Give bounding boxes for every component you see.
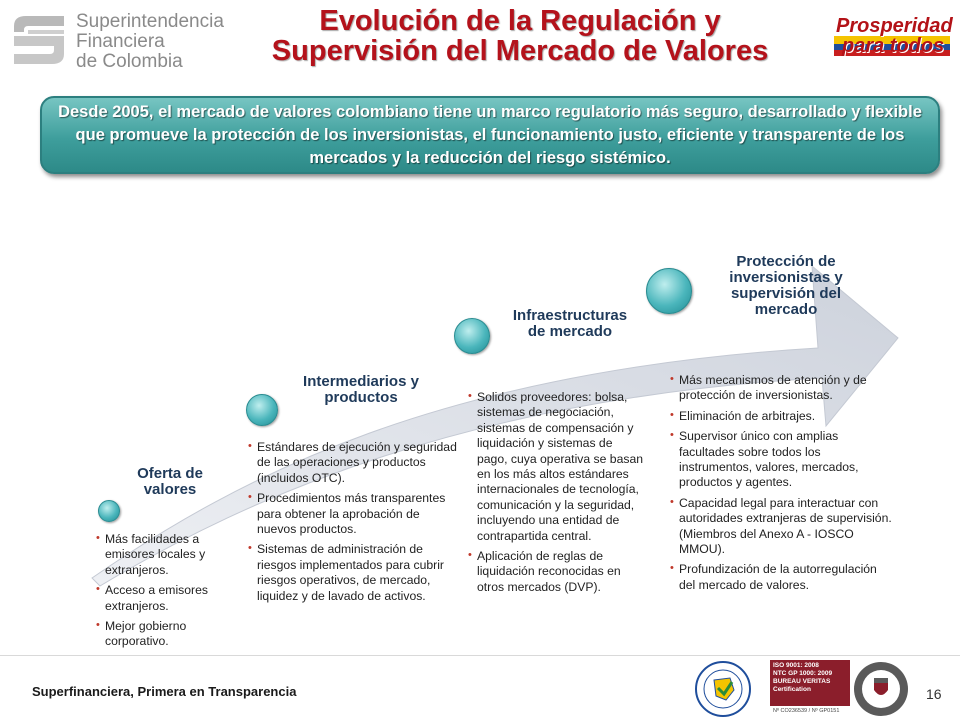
- page-title-line1: Evolución de la Regulación y: [319, 5, 721, 37]
- step-dot-4: [646, 268, 692, 314]
- footer-divider: [0, 655, 960, 656]
- step4-title-line2: inversionistas y: [729, 269, 843, 286]
- list-item: • Acceso a emisores extranjeros.: [96, 583, 236, 614]
- list-item: • Estándares de ejecución y seguridad de las operaciones y productos (incluidos OTC).: [248, 440, 458, 486]
- cert-line1: ISO 9001: 2008: [773, 662, 819, 669]
- org-name-line2: Financiera: [76, 31, 165, 52]
- step-title-oferta: [110, 466, 230, 498]
- step1-bullets: [96, 532, 236, 655]
- page-title: [250, 6, 790, 66]
- list-item: • Sistemas de administración de riesgos implementados para cubrir riesgos operativos, de mercado, liquidez y de lavado de activos.: [248, 542, 458, 604]
- campaign-line2: para todos: [842, 35, 945, 57]
- list-item: • Más mecanismos de atención y de protección de inversionistas.: [670, 373, 896, 404]
- list-item: • Supervisor único con amplias facultades sobre todos los instrumentos, valores, mercados, productos y agentes.: [670, 429, 896, 491]
- prosperidad-logo: [832, 14, 952, 70]
- list-item: • Solidos proveedores: bolsa, sistemas de negociación, sistemas de compensación y liquidación y sistemas de pago, cuya operativa se basan en los más altos estándares internacionales de tecnología, comunicación y la seguridad, incluyendo una entidad de contrapartida central.: [468, 390, 644, 544]
- step4-title-line3: supervisión del: [730, 285, 842, 302]
- list-item: • Mejor gobierno corporativo.: [96, 619, 236, 650]
- cert-line2: NTC GP 1000: 2009: [773, 670, 833, 677]
- step1-title-line1: Oferta de: [137, 465, 203, 482]
- step2-bullets: [248, 440, 458, 609]
- step4-title-line1: Protección de: [736, 253, 836, 270]
- step-dot-3: [454, 318, 490, 354]
- list-item: • Eliminación de arbitrajes.: [670, 409, 896, 424]
- cert-line3: BUREAU VERITAS: [773, 678, 831, 685]
- list-item: • Más facilidades a emisores locales y extranjeros.: [96, 532, 236, 578]
- list-item: • Profundización de la autorregulación del mercado de valores.: [670, 562, 896, 593]
- step3-bullets: [468, 390, 644, 600]
- bureau-veritas-seal-icon: [852, 660, 910, 718]
- step-title-proteccion: [706, 254, 866, 318]
- cert-line4: Certification: [773, 686, 811, 693]
- colombia-seal-icon: [694, 660, 752, 718]
- step-title-intermediarios: [276, 374, 446, 406]
- step4-title-line4: mercado: [754, 301, 818, 318]
- step2-title-line2: productos: [324, 389, 398, 406]
- campaign-line1: Prosperidad: [836, 15, 953, 37]
- cert-number: Nº CO236539 / Nº GP0151: [773, 708, 840, 714]
- sfc-logo: [8, 6, 224, 76]
- step3-title-line1: Infraestructuras: [512, 307, 628, 324]
- step-title-infraestructuras: [490, 308, 650, 340]
- step-dot-1: [98, 500, 120, 522]
- page-title-line2: Supervisión del Mercado de Valores: [271, 35, 769, 67]
- intro-banner-text: Desde 2005, el mercado de valores colombiano tiene un marco regulatorio más seguro, desarrollado y flexible que promueve la protección de los inversionistas, el funcionamiento justo, eficiente y transparente de los mercados y la reducción del riesgo sistémico.: [58, 103, 922, 167]
- intro-banner: [40, 96, 940, 174]
- org-name-line3: de Colombia: [76, 51, 183, 72]
- step4-bullets: [670, 373, 896, 598]
- list-item: • Procedimientos más transparentes para obtener la aprobación de nuevos productos.: [248, 491, 458, 537]
- footer-text: Superfinanciera, Primera en Transparencia: [32, 684, 297, 699]
- sfc-logo-text: [76, 12, 224, 72]
- iso-certification-text: [773, 662, 849, 694]
- org-name-line1: Superintendencia: [76, 11, 224, 32]
- step1-title-line2: valores: [143, 481, 197, 498]
- sfc-logo-mark-icon: [8, 12, 70, 68]
- page-number: 16: [926, 686, 942, 702]
- step3-title-line2: de mercado: [527, 323, 613, 340]
- step2-title-line1: Intermediarios y: [303, 373, 419, 390]
- list-item: • Aplicación de reglas de liquidación reconocidas en otros mercados (DVP).: [468, 549, 644, 595]
- list-item: • Capacidad legal para interactuar con autoridades extranjeras de supervisión. (Miembros del Anexo A - IOSCO MMOU).: [670, 496, 896, 558]
- step-dot-2: [246, 394, 278, 426]
